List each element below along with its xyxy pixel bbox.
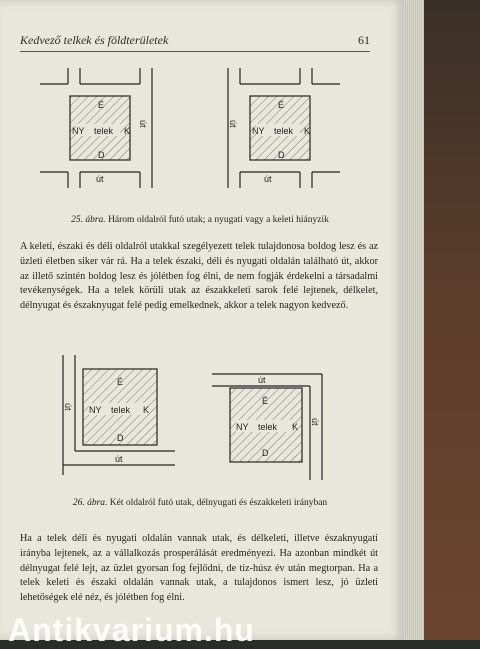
fig26-caption-number: 26. ábra. xyxy=(72,498,108,508)
fig26-left-east: K xyxy=(143,405,150,415)
fig25-left-east: K xyxy=(124,126,131,136)
fig26-caption-text: Két oldalról futó utak, délnyugati és északkeleti irányban xyxy=(109,498,328,508)
paragraph-1: A keleti, északi és déli oldalról utakkal szegélyezett telek tulajdonosa boldog lesz és az üzleti életben siker vár rá. Ha a telek északi, déli és nyugati oldalán található út, akkor az illető szintén boldog lesz és jólétben fog élni, de nem fogják érdekelni a társadalmi tevékenységek. Ha a telek körüli utak az északkeleti sarok felé lejtenek, délkelet, délnyugat és északnyugat felé pedig emelkednek, akkor a telek nagyon kedvező. xyxy=(20,241,378,312)
fig26-right-north: É xyxy=(262,396,269,406)
fig25-left-road-right: út xyxy=(138,120,148,128)
fig25-left-north: É xyxy=(98,100,105,110)
running-header xyxy=(20,33,370,48)
watermark: Antikvarium.hu xyxy=(8,612,255,648)
fig26-left-south: D xyxy=(117,433,124,443)
table-surface xyxy=(424,0,480,640)
fig26-right-west: NY xyxy=(236,422,249,432)
running-title: Kedvező telkek és földterületek xyxy=(20,33,169,47)
fig25-right-west: NY xyxy=(252,126,265,136)
fig26-left-west: NY xyxy=(89,405,102,415)
fig25-left-south: D xyxy=(98,150,105,160)
fig26-left-road-bottom: út xyxy=(115,454,123,464)
fig26-right-east: K xyxy=(292,422,299,432)
page-number: 61 xyxy=(358,33,370,47)
fig25-caption xyxy=(20,215,380,225)
fig26-right-road-top: út xyxy=(258,375,266,385)
fig25-left-diagram xyxy=(40,68,160,188)
fig26-left-north: É xyxy=(117,377,124,387)
page-edges xyxy=(404,0,424,640)
fig25-right-east: K xyxy=(304,126,311,136)
fig26-right-diagram xyxy=(212,370,332,480)
fig25-left-road-bottom: út xyxy=(96,174,104,184)
fig25-caption-text: Három oldalról futó utak; a nyugati vagy a keleti hiányzik xyxy=(108,215,329,225)
fig26-caption xyxy=(20,498,380,508)
fig25-right-road-bottom: út xyxy=(264,174,272,184)
fig25-right-north: É xyxy=(278,100,285,110)
header-rule xyxy=(20,51,370,52)
fig25-right-south: D xyxy=(278,150,285,160)
fig26-right-road-right: út xyxy=(310,418,320,426)
fig25-left-west: NY xyxy=(72,126,85,136)
fig26-left-road-left: út xyxy=(63,403,73,411)
fig26-left-lot: telek xyxy=(111,405,131,415)
fig25-right-road-left: út xyxy=(228,120,238,128)
fig26-left-diagram xyxy=(55,355,175,475)
fig25-right-diagram xyxy=(220,68,340,188)
fig26-right-south: D xyxy=(262,448,269,458)
fig25-caption-number: 25. ábra. xyxy=(71,215,106,225)
paragraph-2: Ha a telek déli és nyugati oldalán vannak utak, és délkeleti, illetve északnyugati irányba lejtenek, az a vállalkozás prosperálását eredményezi. Ha azonban mindkét út délnyugat felé lejt, az üzlet gyorsan fog fejlődni, de tíz-húsz év után megtorpan. Ha a telek keleti és északi oldalán vannak utak, a tulajdonos ismert lesz, jó üzleti lehetőségek elé néz, és jólétben fog élni. xyxy=(20,533,378,604)
fig26-right-lot: telek xyxy=(258,422,278,432)
fig25-right-lot: telek xyxy=(274,126,294,136)
fig25-left-lot: telek xyxy=(94,126,114,136)
